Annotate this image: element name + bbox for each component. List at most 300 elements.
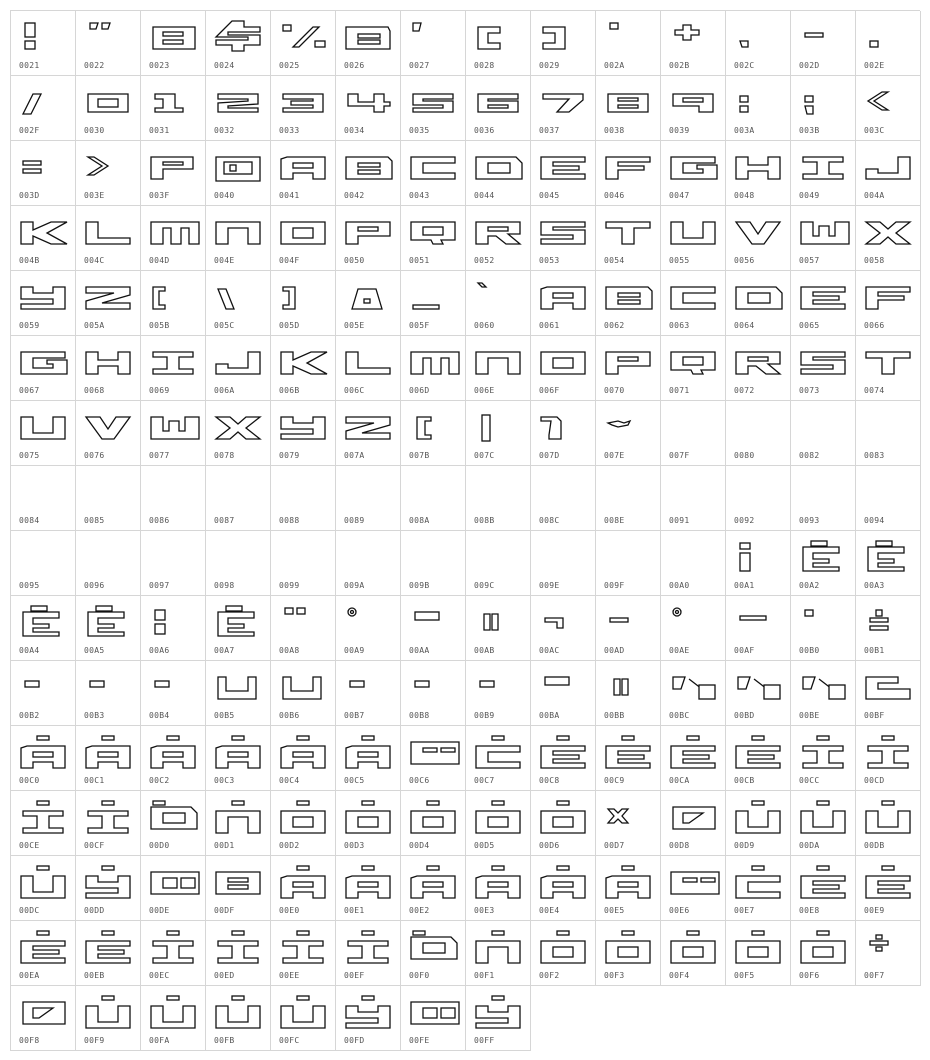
glyph-stroke — [281, 417, 325, 439]
codepoint-label: 00C7 — [474, 776, 495, 785]
glyph-cell[interactable] — [206, 401, 271, 466]
glyph-cell[interactable] — [596, 466, 661, 531]
glyph-cell[interactable] — [271, 921, 336, 986]
glyph-cell[interactable] — [141, 856, 206, 921]
glyph-cell[interactable] — [76, 596, 141, 661]
glyph-cell[interactable] — [466, 986, 531, 1051]
glyph-cell[interactable] — [271, 141, 336, 206]
glyph-cell[interactable] — [856, 336, 921, 401]
glyph-cell[interactable] — [11, 271, 76, 336]
codepoint-label: 0083 — [864, 451, 885, 460]
glyph-cell[interactable] — [661, 401, 726, 466]
glyph-cell[interactable] — [76, 271, 141, 336]
glyph-cell[interactable] — [531, 466, 596, 531]
glyph-stroke — [614, 679, 620, 695]
glyph-stroke — [813, 947, 833, 957]
codepoint-label: 00F5 — [734, 971, 755, 980]
codepoint-label: 00CD — [864, 776, 885, 785]
glyph-cell[interactable] — [791, 336, 856, 401]
glyph-stroke — [96, 606, 112, 611]
glyph-cell[interactable] — [661, 596, 726, 661]
glyph-cell[interactable] — [596, 856, 661, 921]
glyph-cell[interactable] — [531, 271, 596, 336]
codepoint-label: 0027 — [409, 61, 430, 70]
glyph-cell[interactable] — [141, 661, 206, 726]
glyph-cell[interactable] — [141, 11, 206, 76]
glyph-cell[interactable] — [11, 76, 76, 141]
glyph-cell[interactable] — [531, 596, 596, 661]
glyph-cell[interactable] — [856, 401, 921, 466]
codepoint-label: 00A3 — [864, 581, 885, 590]
glyph-cell[interactable] — [271, 76, 336, 141]
glyph-stroke — [218, 289, 234, 309]
glyph-cell[interactable] — [271, 791, 336, 856]
glyph-u0079 — [279, 409, 329, 441]
glyph-cell[interactable] — [726, 921, 791, 986]
glyph-u00ca — [669, 734, 719, 766]
glyph-cell[interactable] — [596, 791, 661, 856]
codepoint-label: 00FE — [409, 1036, 430, 1045]
glyph-cell[interactable] — [661, 726, 726, 791]
glyph-cell[interactable] — [661, 791, 726, 856]
glyph-stroke — [738, 677, 750, 689]
glyph-cell[interactable] — [401, 11, 466, 76]
glyph-cell[interactable] — [596, 271, 661, 336]
glyph-cell[interactable] — [726, 531, 791, 596]
glyph-cell[interactable] — [401, 206, 466, 271]
glyph-cell[interactable] — [856, 206, 921, 271]
glyph-cell[interactable] — [76, 856, 141, 921]
glyph-stroke — [102, 866, 114, 870]
glyph-cell[interactable] — [791, 921, 856, 986]
glyph-cell[interactable] — [791, 466, 856, 531]
glyph-cell[interactable] — [596, 726, 661, 791]
glyph-u00ea — [19, 929, 69, 961]
glyph-cell[interactable] — [336, 336, 401, 401]
glyph-cell[interactable] — [596, 336, 661, 401]
glyph-cell[interactable] — [596, 76, 661, 141]
glyph-cell[interactable] — [531, 791, 596, 856]
glyph-cell[interactable] — [206, 531, 271, 596]
glyph-stroke — [224, 162, 252, 174]
glyph-cell[interactable] — [596, 531, 661, 596]
glyph-cell[interactable] — [531, 921, 596, 986]
glyph-cell[interactable] — [336, 661, 401, 726]
glyph-cell[interactable] — [11, 856, 76, 921]
codepoint-label: 00DA — [799, 841, 820, 850]
glyph-cell[interactable] — [791, 791, 856, 856]
glyph-cell[interactable] — [856, 141, 921, 206]
glyph-cell[interactable] — [76, 76, 141, 141]
glyph-cell[interactable] — [11, 206, 76, 271]
glyph-cell[interactable] — [856, 726, 921, 791]
glyph-cell[interactable] — [791, 661, 856, 726]
glyph-cell[interactable] — [466, 76, 531, 141]
glyph-cell[interactable] — [11, 661, 76, 726]
glyph-cell[interactable] — [206, 466, 271, 531]
glyph-cell[interactable] — [11, 921, 76, 986]
glyph-u0099 — [279, 539, 329, 571]
glyph-cell[interactable] — [11, 986, 76, 1051]
glyph-cell[interactable] — [206, 726, 271, 791]
glyph-cell[interactable] — [661, 661, 726, 726]
glyph-cell[interactable] — [206, 856, 271, 921]
glyph-cell[interactable] — [726, 271, 791, 336]
glyph-cell[interactable] — [401, 791, 466, 856]
codepoint-label: 008B — [474, 516, 495, 525]
glyph-cell[interactable] — [596, 141, 661, 206]
codepoint-label: 00BC — [669, 711, 690, 720]
glyph-stroke — [476, 1006, 520, 1028]
glyph-cell[interactable] — [791, 531, 856, 596]
glyph-cell[interactable] — [206, 661, 271, 726]
glyph-cell[interactable] — [141, 141, 206, 206]
codepoint-label: 00B8 — [409, 711, 430, 720]
glyph-cell[interactable] — [271, 661, 336, 726]
codepoint-label: 007B — [409, 451, 430, 460]
glyph-stroke — [748, 293, 770, 303]
glyph-cell[interactable] — [11, 596, 76, 661]
glyph-cell[interactable] — [726, 11, 791, 76]
glyph-stroke — [868, 746, 908, 768]
glyph-cell[interactable] — [11, 466, 76, 531]
glyph-cell[interactable] — [271, 401, 336, 466]
glyph-cell[interactable] — [336, 726, 401, 791]
glyph-cell[interactable] — [271, 986, 336, 1051]
glyph-stroke — [488, 105, 508, 108]
glyph-u0056 — [734, 214, 784, 246]
glyph-cell[interactable] — [856, 531, 921, 596]
glyph-cell[interactable] — [726, 661, 791, 726]
glyph-cell[interactable] — [336, 11, 401, 76]
glyph-cell[interactable] — [856, 661, 921, 726]
glyph-u002c — [734, 19, 784, 51]
glyph-cell[interactable] — [726, 856, 791, 921]
glyph-cell[interactable] — [11, 336, 76, 401]
glyph-cell[interactable] — [791, 726, 856, 791]
glyph-cell[interactable] — [76, 986, 141, 1051]
glyph-cell[interactable] — [531, 336, 596, 401]
codepoint-label: 008E — [604, 516, 625, 525]
codepoint-label: 0043 — [409, 191, 430, 200]
glyph-cell[interactable] — [596, 206, 661, 271]
glyph-cell[interactable] — [531, 206, 596, 271]
glyph-stroke — [803, 746, 843, 768]
glyph-cell[interactable] — [11, 726, 76, 791]
glyph-cell[interactable] — [791, 11, 856, 76]
glyph-cell[interactable] — [726, 466, 791, 531]
glyph-cell[interactable] — [141, 466, 206, 531]
glyph-cell[interactable] — [531, 141, 596, 206]
glyph-cell[interactable] — [336, 466, 401, 531]
glyph-cell[interactable] — [661, 206, 726, 271]
glyph-cell[interactable] — [466, 271, 531, 336]
glyph-cell[interactable] — [726, 76, 791, 141]
glyph-cell[interactable] — [466, 401, 531, 466]
glyph-cell[interactable] — [531, 726, 596, 791]
glyph-stroke — [740, 543, 750, 549]
glyph-stroke — [232, 801, 244, 805]
glyph-cell[interactable] — [401, 76, 466, 141]
glyph-cell[interactable] — [206, 206, 271, 271]
glyph-cell[interactable] — [271, 271, 336, 336]
glyph-u00a2 — [799, 539, 849, 571]
glyph-cell[interactable] — [336, 596, 401, 661]
glyph-stroke — [86, 941, 130, 963]
glyph-cell[interactable] — [791, 856, 856, 921]
glyph-cell[interactable] — [856, 791, 921, 856]
glyph-cell[interactable] — [11, 141, 76, 206]
glyph-cell[interactable] — [76, 336, 141, 401]
glyph-u0047 — [669, 149, 719, 181]
glyph-cell[interactable] — [76, 791, 141, 856]
glyph-cell[interactable] — [206, 141, 271, 206]
glyph-cell[interactable] — [401, 271, 466, 336]
glyph-u00b7 — [344, 669, 394, 701]
glyph-u0046 — [604, 149, 654, 181]
glyph-cell[interactable] — [206, 76, 271, 141]
glyph-cell[interactable] — [76, 921, 141, 986]
codepoint-label: 002D — [799, 61, 820, 70]
codepoint-label: 00F8 — [19, 1036, 40, 1045]
glyph-cell[interactable] — [206, 791, 271, 856]
glyph-cell[interactable] — [271, 11, 336, 76]
glyph-stroke — [671, 872, 719, 894]
glyph-cell[interactable] — [206, 271, 271, 336]
glyph-cell[interactable] — [271, 531, 336, 596]
codepoint-label: 00A4 — [19, 646, 40, 655]
glyph-stroke — [492, 931, 504, 935]
glyph-cell[interactable] — [791, 76, 856, 141]
glyph-cell[interactable] — [856, 596, 921, 661]
glyph-cell[interactable] — [531, 661, 596, 726]
glyph-cell[interactable] — [141, 986, 206, 1051]
glyph-cell[interactable] — [596, 11, 661, 76]
codepoint-label: 00E3 — [474, 906, 495, 915]
glyph-cell[interactable] — [336, 921, 401, 986]
glyph-cell[interactable] — [401, 141, 466, 206]
glyph-cell[interactable] — [466, 921, 531, 986]
glyph-cell[interactable] — [401, 921, 466, 986]
glyph-cell[interactable] — [726, 336, 791, 401]
glyph-cell[interactable] — [141, 726, 206, 791]
codepoint-label: 00FA — [149, 1036, 170, 1045]
glyph-cell[interactable] — [336, 206, 401, 271]
glyph-cell[interactable] — [141, 336, 206, 401]
glyph-cell[interactable] — [336, 856, 401, 921]
glyph-cell[interactable] — [661, 466, 726, 531]
glyph-cell[interactable] — [401, 401, 466, 466]
glyph-cell[interactable] — [401, 336, 466, 401]
codepoint-label: 006D — [409, 386, 430, 395]
glyph-cell[interactable] — [271, 726, 336, 791]
glyph-cell[interactable] — [11, 531, 76, 596]
codepoint-label: 0032 — [214, 126, 235, 135]
glyph-cell[interactable] — [141, 401, 206, 466]
glyph-cell[interactable] — [856, 76, 921, 141]
glyph-cell[interactable] — [661, 76, 726, 141]
glyph-u0057 — [799, 214, 849, 246]
glyph-cell[interactable] — [271, 336, 336, 401]
glyph-cell[interactable] — [76, 466, 141, 531]
glyph-u0070 — [604, 344, 654, 376]
glyph-cell[interactable] — [271, 856, 336, 921]
glyph-cell[interactable] — [336, 791, 401, 856]
glyph-stroke — [752, 931, 764, 935]
glyph-cell[interactable] — [466, 206, 531, 271]
glyph-cell[interactable] — [726, 726, 791, 791]
glyph-cell[interactable] — [466, 466, 531, 531]
glyph-cell[interactable] — [11, 11, 76, 76]
glyph-cell[interactable] — [206, 596, 271, 661]
glyph-cell[interactable] — [466, 11, 531, 76]
glyph-u00b2 — [19, 669, 69, 701]
glyph-cell[interactable] — [76, 206, 141, 271]
glyph-cell[interactable] — [336, 271, 401, 336]
glyph-cell[interactable] — [726, 141, 791, 206]
glyph-cell[interactable] — [206, 11, 271, 76]
glyph-cell[interactable] — [791, 596, 856, 661]
glyph-cell[interactable] — [141, 271, 206, 336]
glyph-u0055 — [669, 214, 719, 246]
glyph-cell[interactable] — [661, 921, 726, 986]
glyph-cell[interactable] — [336, 986, 401, 1051]
glyph-cell[interactable] — [401, 986, 466, 1051]
glyph-cell[interactable] — [76, 726, 141, 791]
glyph-stroke — [33, 752, 53, 757]
glyph-cell[interactable] — [856, 921, 921, 986]
glyph-cell[interactable] — [141, 791, 206, 856]
glyph-cell[interactable] — [726, 791, 791, 856]
glyph-cell[interactable] — [76, 141, 141, 206]
glyph-u00ad — [604, 604, 654, 636]
glyph-cell[interactable] — [141, 76, 206, 141]
glyph-cell[interactable] — [401, 531, 466, 596]
glyph-stroke — [37, 931, 49, 935]
glyph-u00af — [734, 604, 784, 636]
codepoint-label: 0092 — [734, 516, 755, 525]
glyph-cell[interactable] — [401, 726, 466, 791]
glyph-cell[interactable] — [726, 596, 791, 661]
glyph-u00d6 — [539, 799, 589, 831]
glyph-cell[interactable] — [401, 661, 466, 726]
glyph-stroke — [37, 736, 49, 740]
glyph-cell[interactable] — [531, 76, 596, 141]
glyph-cell[interactable] — [466, 856, 531, 921]
glyph-cell[interactable] — [466, 531, 531, 596]
codepoint-label: 0058 — [864, 256, 885, 265]
glyph-cell[interactable] — [141, 531, 206, 596]
glyph-cell[interactable] — [206, 921, 271, 986]
glyph-cell[interactable] — [401, 596, 466, 661]
glyph-cell[interactable] — [336, 401, 401, 466]
glyph-cell[interactable] — [271, 206, 336, 271]
glyph-stroke — [163, 878, 177, 888]
glyph-cell[interactable] — [661, 11, 726, 76]
glyph-stroke — [358, 752, 378, 757]
glyph-cell[interactable] — [336, 76, 401, 141]
glyph-cell[interactable] — [141, 596, 206, 661]
glyph-cell[interactable] — [336, 531, 401, 596]
glyph-cell[interactable] — [856, 271, 921, 336]
glyph-cell[interactable] — [466, 726, 531, 791]
glyph-cell[interactable] — [661, 336, 726, 401]
glyph-cell[interactable] — [271, 466, 336, 531]
glyph-cell[interactable] — [401, 856, 466, 921]
glyph-cell[interactable] — [661, 271, 726, 336]
glyph-cell[interactable] — [596, 596, 661, 661]
glyph-cell[interactable] — [76, 531, 141, 596]
codepoint-label: 00D5 — [474, 841, 495, 850]
glyph-cell[interactable] — [856, 11, 921, 76]
glyph-u007f — [669, 409, 719, 441]
glyph-cell[interactable] — [726, 206, 791, 271]
glyph-stroke — [423, 817, 443, 827]
glyph-cell[interactable] — [791, 271, 856, 336]
glyph-cell[interactable] — [466, 336, 531, 401]
glyph-cell[interactable] — [856, 466, 921, 531]
glyph-cell[interactable] — [141, 206, 206, 271]
glyph-cell[interactable] — [11, 401, 76, 466]
glyph-cell[interactable] — [661, 856, 726, 921]
glyph-stroke — [492, 614, 498, 630]
glyph-cell[interactable] — [531, 401, 596, 466]
glyph-cell[interactable] — [76, 401, 141, 466]
glyph-cell[interactable] — [596, 921, 661, 986]
glyph-cell[interactable] — [531, 531, 596, 596]
glyph-cell[interactable] — [76, 11, 141, 76]
glyph-stroke — [803, 157, 843, 179]
glyph-cell[interactable] — [466, 141, 531, 206]
glyph-cell[interactable] — [401, 466, 466, 531]
glyph-cell[interactable] — [661, 141, 726, 206]
glyph-u00e7 — [734, 864, 784, 896]
glyph-cell[interactable] — [531, 856, 596, 921]
glyph-cell[interactable] — [141, 921, 206, 986]
glyph-u009f — [604, 539, 654, 571]
glyph-stroke — [163, 813, 185, 823]
glyph-stroke — [23, 169, 41, 173]
glyph-cell[interactable] — [726, 401, 791, 466]
glyph-cell[interactable] — [76, 661, 141, 726]
glyph-cell[interactable] — [791, 141, 856, 206]
glyph-cell[interactable] — [791, 401, 856, 466]
glyph-cell[interactable] — [466, 661, 531, 726]
glyph-cell[interactable] — [206, 986, 271, 1051]
glyph-cell[interactable] — [596, 661, 661, 726]
glyph-cell[interactable] — [466, 791, 531, 856]
glyph-cell[interactable] — [206, 336, 271, 401]
glyph-cell[interactable] — [856, 856, 921, 921]
glyph-cell[interactable] — [11, 791, 76, 856]
codepoint-label: 00A2 — [799, 581, 820, 590]
glyph-cell[interactable] — [336, 141, 401, 206]
glyph-cell[interactable] — [466, 596, 531, 661]
glyph-cell[interactable] — [661, 531, 726, 596]
glyph-cell[interactable] — [791, 206, 856, 271]
glyph-cell[interactable] — [596, 401, 661, 466]
glyph-cell[interactable] — [531, 11, 596, 76]
glyph-stroke — [98, 752, 118, 757]
codepoint-label: 00FD — [344, 1036, 365, 1045]
glyph-u00cc — [799, 734, 849, 766]
codepoint-label: 006A — [214, 386, 235, 395]
codepoint-label: 00E8 — [799, 906, 820, 915]
glyph-stroke — [297, 866, 309, 870]
codepoint-label: 003A — [734, 126, 755, 135]
glyph-cell[interactable] — [271, 596, 336, 661]
glyph-u00a0 — [669, 539, 719, 571]
